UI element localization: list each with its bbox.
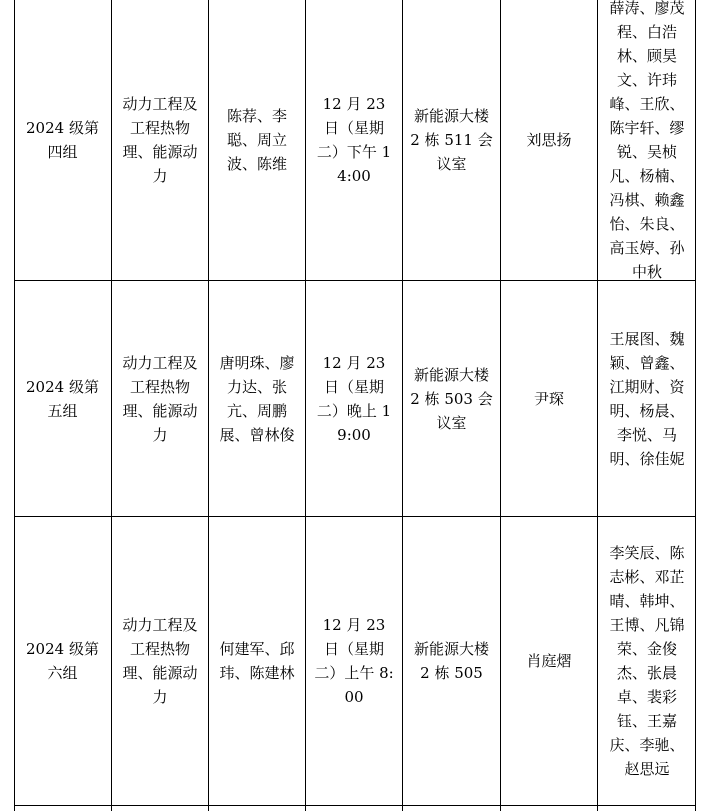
defense-time: 12 月 23 日（星期二）上午 8:00 xyxy=(314,616,394,706)
student-list: 王展图、魏颖、曾鑫、江期财、资明、杨晨、李悦、马明、徐佳妮 xyxy=(609,329,685,468)
table-row-time-cell xyxy=(306,0,402,280)
table-row-time-cell xyxy=(306,281,402,516)
major-name: 动力工程及工程热物理、能源动力 xyxy=(122,616,198,706)
table-row-group-cell xyxy=(14,281,111,516)
defense-location: 新能源大楼 2 栋 503 会议室 xyxy=(410,365,493,432)
secretary-name: 刘思扬 xyxy=(526,131,572,149)
committee-members: 陈荐、李聪、周立波、陈维 xyxy=(226,107,287,173)
defense-location: 新能源大楼 2 栋 505 xyxy=(413,640,489,682)
table-row-major-cell xyxy=(112,281,208,516)
table-row-secretary-cell xyxy=(501,281,597,516)
defense-time: 12 月 23 日（星期二）晚上 19:00 xyxy=(316,353,392,444)
table-row-time-cell xyxy=(306,517,402,805)
committee-members: 唐明珠、廖力达、张亢、周鹏展、曾林俊 xyxy=(219,353,295,444)
group-name: 2024 级第六组 xyxy=(26,640,99,682)
table-row-secretary-cell xyxy=(501,517,597,805)
committee-members: 何建军、邱玮、陈建林 xyxy=(219,640,295,682)
table-row-place-cell xyxy=(403,0,500,280)
table-row-members-cell xyxy=(209,517,305,805)
table-row-place-cell xyxy=(403,517,500,805)
table-row-students-cell xyxy=(598,281,696,516)
student-list: 李笑辰、陈志彬、邓芷晴、韩坤、王博、凡锦荣、金俊杰、张晨卓、裴彩钰、王嘉庆、李驰、赵思远 xyxy=(609,544,685,778)
group-name: 2024 级第四组 xyxy=(26,119,99,161)
major-name: 动力工程及工程热物理、能源动力 xyxy=(122,353,198,444)
secretary-name: 尹琛 xyxy=(533,389,564,408)
row-divider xyxy=(14,805,696,806)
table-row-members-cell xyxy=(209,0,305,280)
table-row-students-cell xyxy=(598,517,696,805)
table-row-members-cell xyxy=(209,281,305,516)
table-row-students-cell xyxy=(598,0,696,280)
table-row-group-cell xyxy=(14,0,111,280)
student-list: 薛涛、廖茂程、白浩林、顾昊文、许玮峰、王欣、陈宇轩、缪锐、吴桢凡、杨楠、冯棋、赖鑫怡、朱良、高玉婷、孙中秋 xyxy=(609,0,685,281)
table-row-major-cell xyxy=(112,0,208,280)
defense-location: 新能源大楼 2 栋 511 会议室 xyxy=(410,107,493,173)
defense-time: 12 月 23 日（星期二）下午 14:00 xyxy=(316,95,392,185)
major-name: 动力工程及工程热物理、能源动力 xyxy=(122,95,198,185)
table-row-place-cell xyxy=(403,281,500,516)
group-name: 2024 级第五组 xyxy=(26,377,99,420)
table-row-major-cell xyxy=(112,517,208,805)
secretary-name: 肖庭熠 xyxy=(526,652,572,670)
table-row-secretary-cell xyxy=(501,0,597,280)
table-row-group-cell xyxy=(14,517,111,805)
